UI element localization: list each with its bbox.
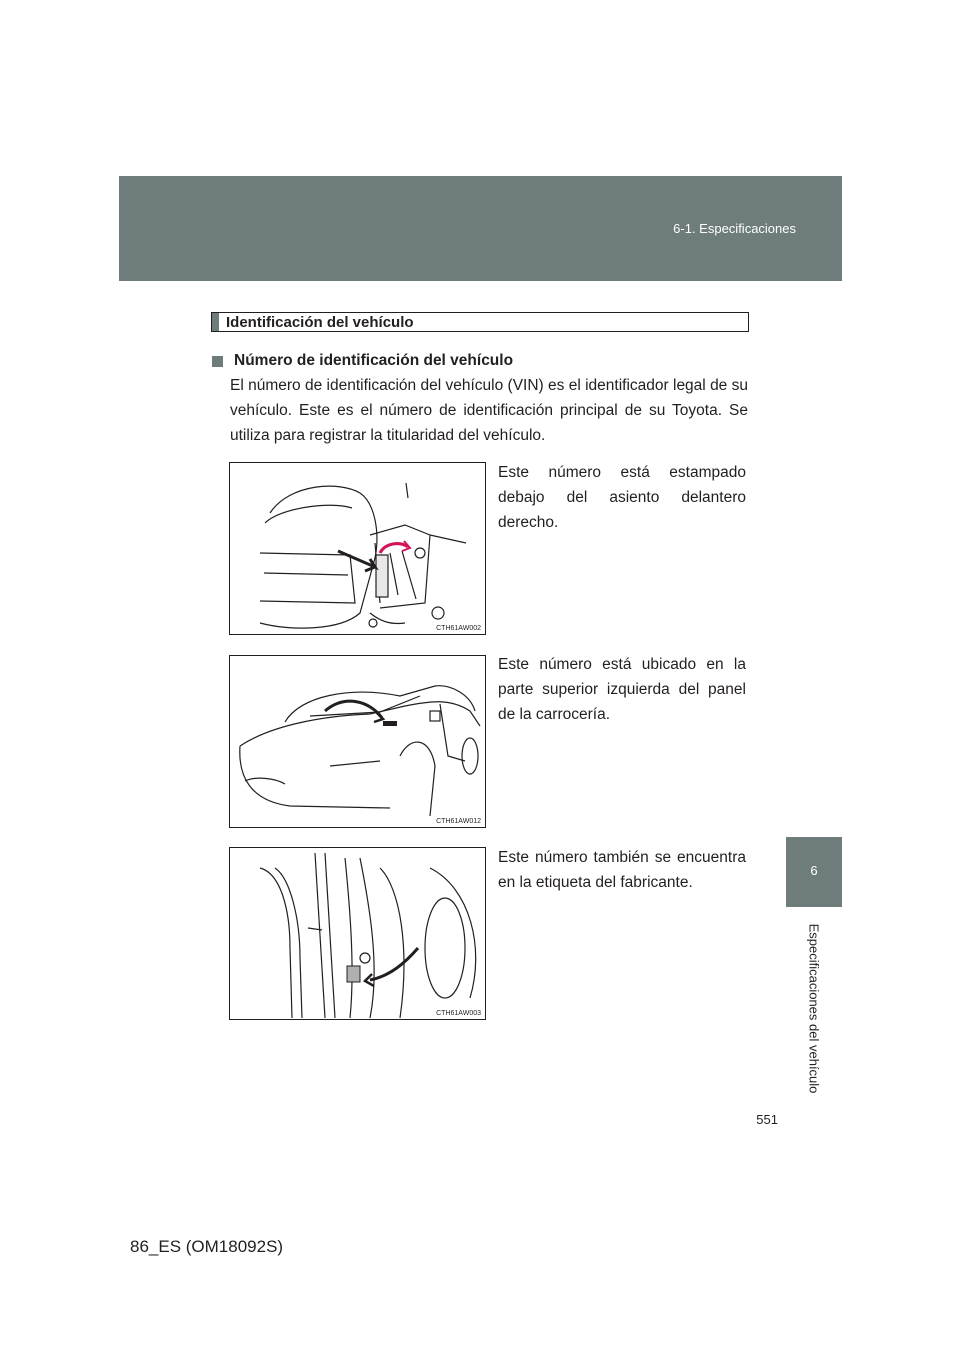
subheading-text: Número de identificación del vehículo <box>234 352 514 369</box>
header-section-title: 6-1. Especificaciones <box>673 221 796 236</box>
figure-seat-illustration <box>229 462 486 635</box>
figure-door-illustration <box>229 847 486 1020</box>
figure-caption: Este número está ubicado en la parte superior izquierda del panel de la carrocería. <box>498 656 746 723</box>
chapter-side-label <box>804 913 824 1103</box>
page-number: 551 <box>756 1112 778 1127</box>
section-title: Identificación del vehículo <box>226 314 414 331</box>
section-title-bar <box>212 313 219 331</box>
manual-code: 86_ES (OM18092S) <box>130 1237 284 1256</box>
intro-paragraph: El número de identificación del vehículo (VIN) es el identificador legal de su vehículo. Este es el número de identificación principal de su Toyota. Se utiliza para registrar la titularidad del vehículo. <box>230 377 748 444</box>
figure-code: CTH61AW012 <box>436 818 481 825</box>
car-illustration <box>230 656 486 828</box>
figure-code: CTH61AW003 <box>436 1010 481 1017</box>
figure-car-illustration <box>229 655 486 828</box>
door-illustration <box>230 848 486 1020</box>
chapter-tab <box>786 837 842 907</box>
square-bullet-icon <box>212 356 223 367</box>
section-title-box <box>211 312 749 332</box>
seat-illustration <box>230 463 486 635</box>
chapter-number: 6 <box>810 863 818 878</box>
subheading <box>212 352 513 370</box>
chapter-side-label-text: Especificaciones del vehículo <box>806 923 822 1093</box>
chapter-header <box>119 176 842 281</box>
figure-code: CTH61AW002 <box>436 625 481 632</box>
figure-caption: Este número también se encuentra en la etiqueta del fabricante. <box>498 849 746 891</box>
figure-caption: Este número está estampado debajo del asiento delantero derecho. <box>498 464 746 531</box>
